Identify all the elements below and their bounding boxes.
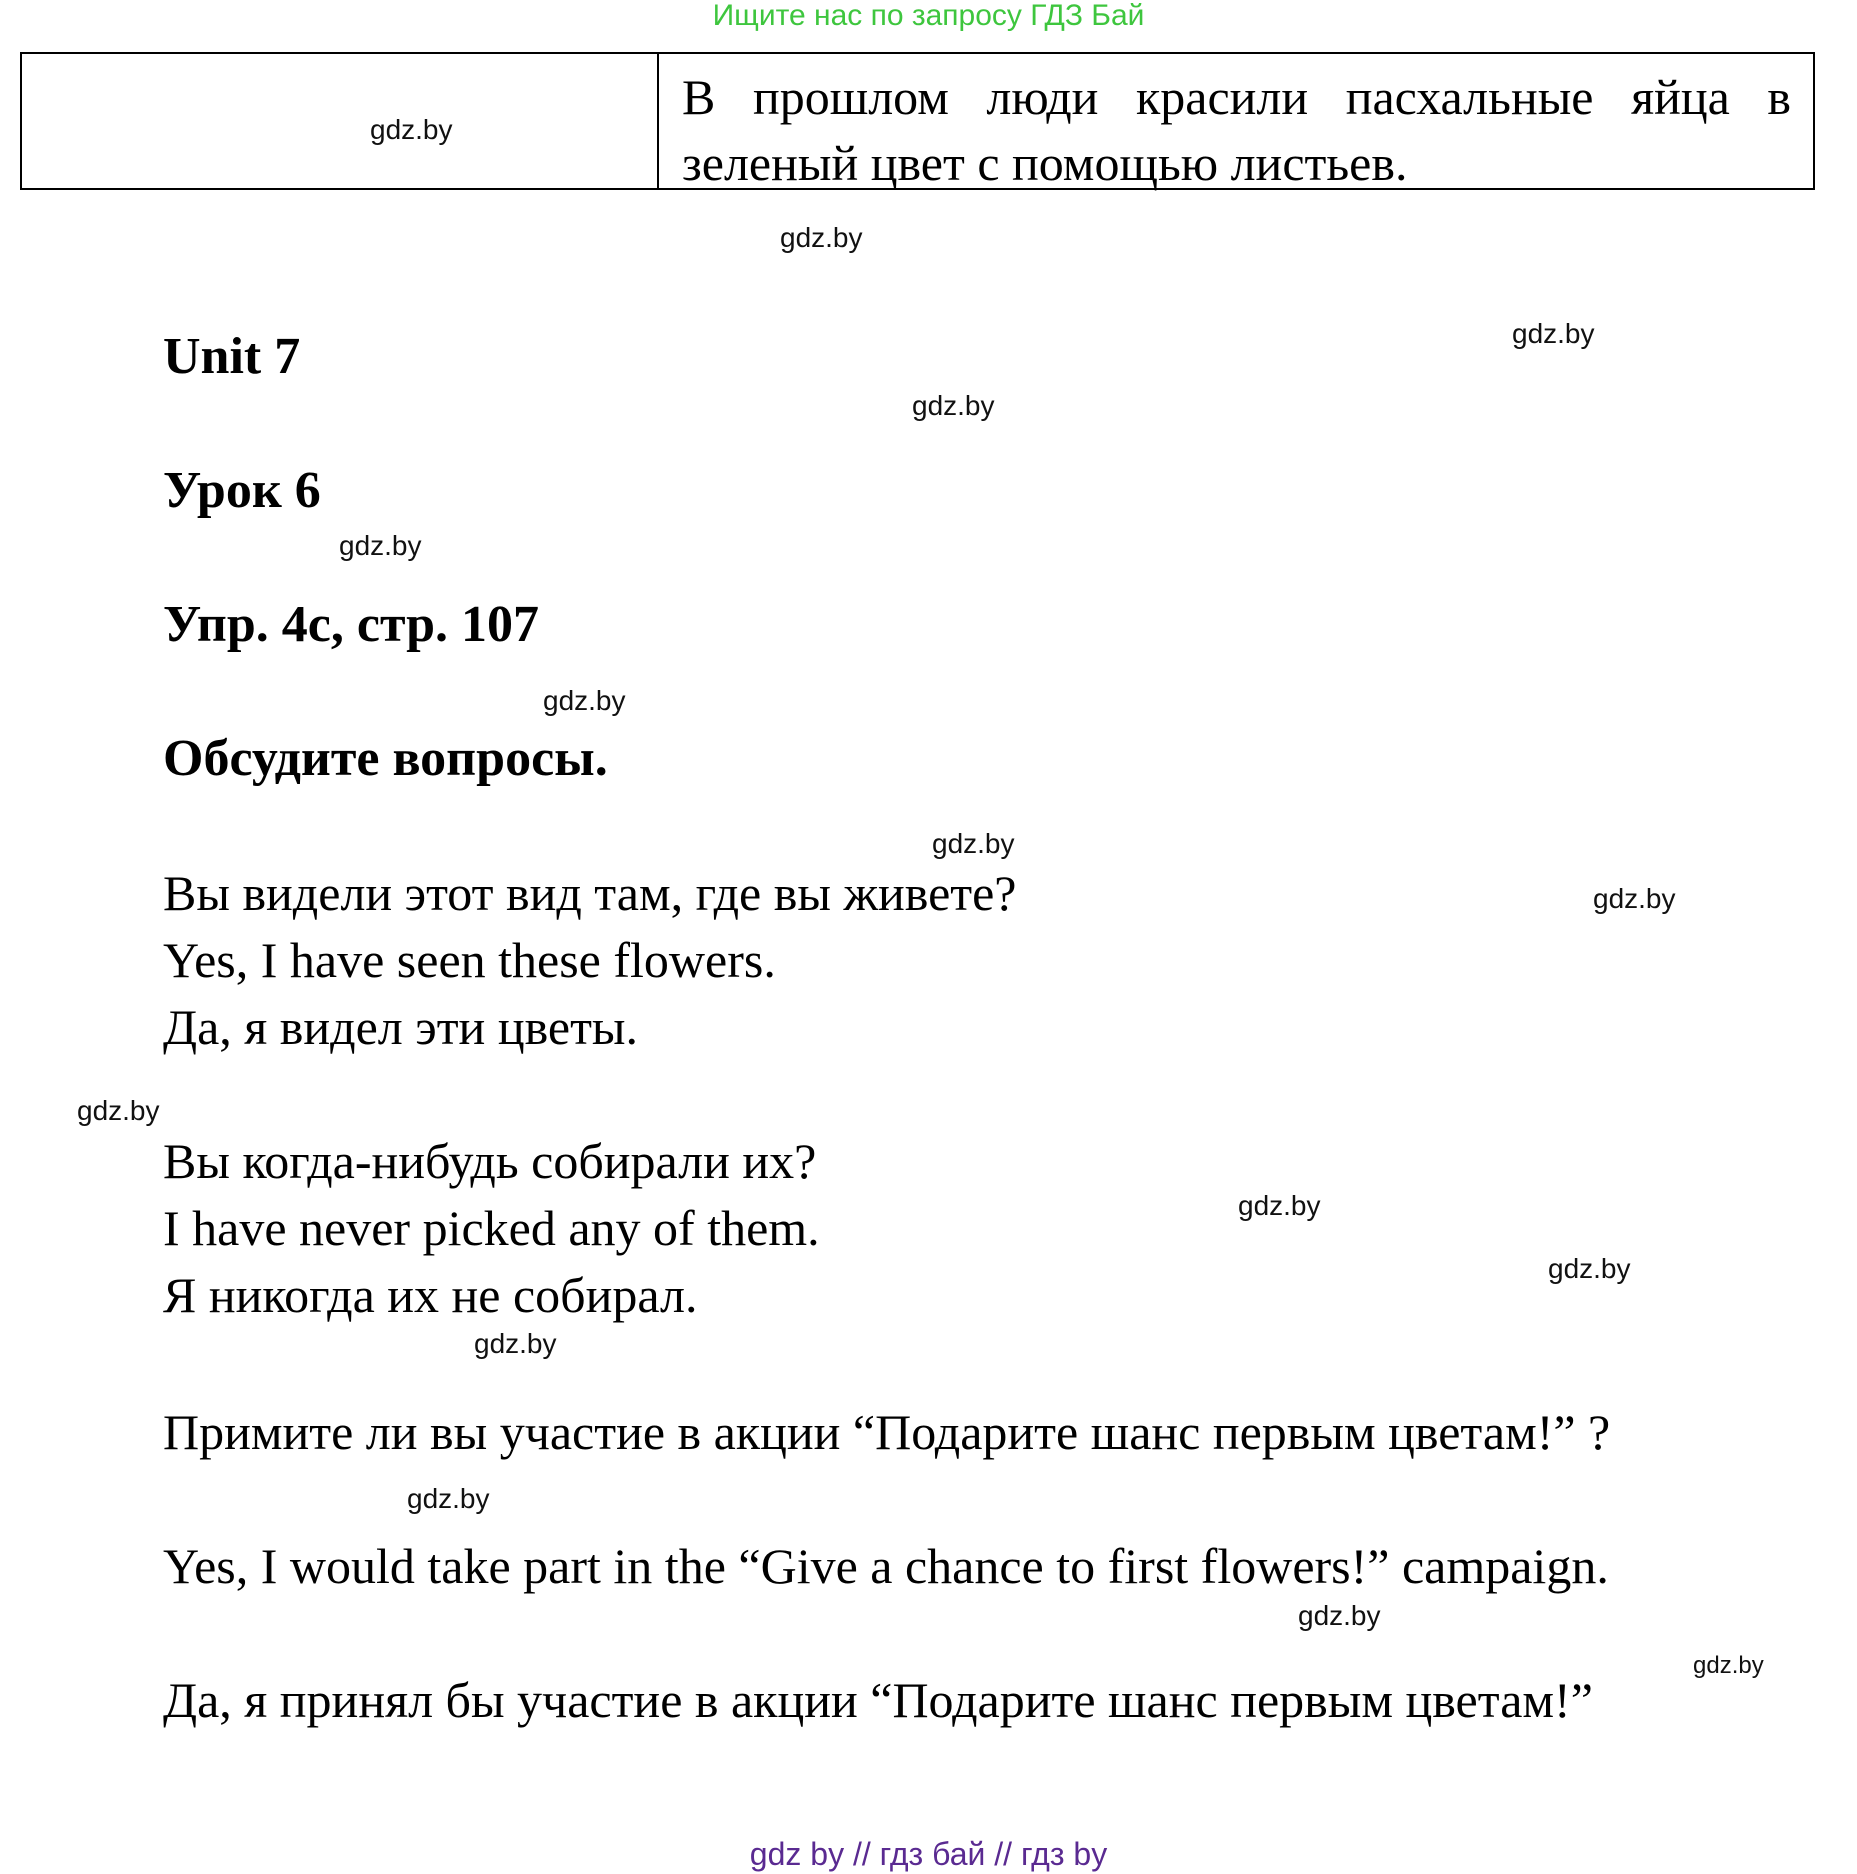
- answer-1-en: Yes, I have seen these flowers.: [163, 932, 776, 988]
- lesson-title: Урок 6: [163, 462, 321, 519]
- exercise-title: Упр. 4c, стр. 107: [163, 596, 540, 653]
- watermark: gdz.by: [932, 828, 1015, 859]
- answer-3-en: Yes, I would take part in the “Give a chance to first flowers!” campaign.: [163, 1538, 1609, 1594]
- watermark: gdz.by: [77, 1095, 160, 1126]
- footer-links: gdz by // гдз бай // гдз by: [749, 1836, 1108, 1872]
- top-banner: Ищите нас по запросу ГДЗ Бай: [712, 0, 1145, 32]
- question-1: Вы видели этот вид там, где вы живете?: [163, 865, 1017, 921]
- answer-2-en: I have never picked any of them.: [163, 1200, 820, 1256]
- watermark: gdz.by: [339, 530, 422, 561]
- watermark: gdz.by: [1548, 1253, 1631, 1284]
- watermark: gdz.by: [1238, 1190, 1321, 1221]
- translation-table: [20, 52, 1815, 190]
- question-3: Примите ли вы участие в акции “Подарите шанс первым цветам!” ?: [163, 1404, 1611, 1460]
- answer-1-ru: Да, я видел эти цветы.: [163, 999, 639, 1055]
- watermark: gdz.by: [1593, 883, 1676, 914]
- watermark: gdz.by: [370, 114, 453, 145]
- watermark: gdz.by: [1693, 1652, 1764, 1679]
- answer-3-ru: Да, я принял бы участие в акции “Подарите шанс первым цветам!”: [163, 1672, 1593, 1728]
- task-title: Обсудите вопросы.: [163, 730, 608, 787]
- unit-title: Unit 7: [163, 328, 301, 385]
- answer-2-ru: Я никогда их не собирал.: [163, 1267, 698, 1323]
- watermark: gdz.by: [1512, 318, 1595, 349]
- watermark: gdz.by: [474, 1328, 557, 1359]
- watermark: gdz.by: [780, 222, 863, 253]
- watermark: gdz.by: [912, 390, 995, 421]
- watermark: gdz.by: [1298, 1600, 1381, 1631]
- watermark: gdz.by: [407, 1483, 490, 1514]
- table-divider: [657, 54, 659, 188]
- question-2: Вы когда-нибудь собирали их?: [163, 1133, 817, 1189]
- table-cell-translation: В прошлом люди красили пасхальные яйца в зеленый цвет с помощью листьев.: [682, 69, 1791, 191]
- watermark: gdz.by: [543, 685, 626, 716]
